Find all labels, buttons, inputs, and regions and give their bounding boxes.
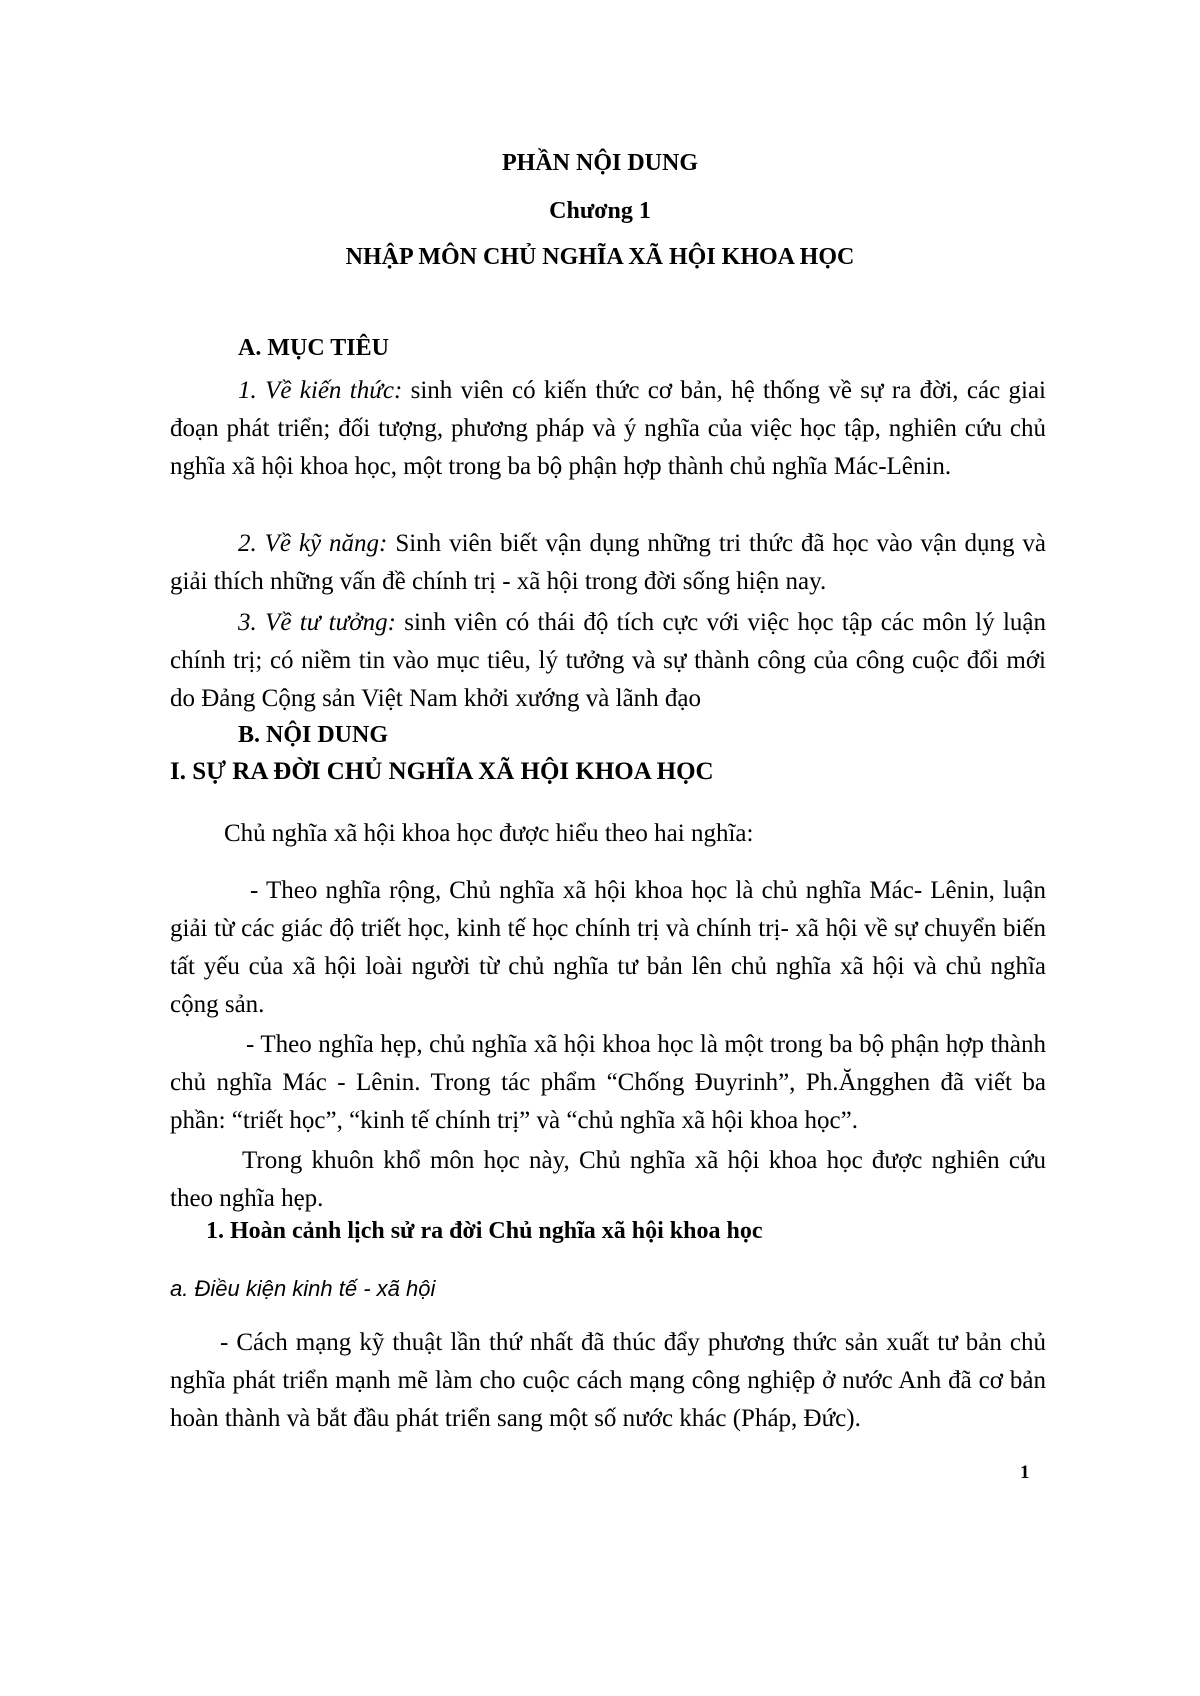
- objective-skills: [170, 525, 1046, 601]
- economic-conditions-paragraph: - Cách mạng kỹ thuật lần thứ nhất đã thúc đẩy phương thức sản xuất tư bản chủ nghĩa phát triển mạnh mẽ làm cho cuộc cách mạng công nghiệp ở nước Anh đã cơ bản hoàn thành và bắt đầu phát triển sang một số nước khác (Pháp, Đức).: [170, 1329, 1046, 1432]
- page-number: 1: [1020, 1462, 1030, 1483]
- narrow-meaning-paragraph: - Theo nghĩa hẹp, chủ nghĩa xã hội khoa học là một trong ba bộ phận hợp thành chủ nghĩa Mác - Lênin. Trong tác phẩm “Chống Đuyrinh”, Ph.Ăngghen đã viết ba phần: “triết học”, “kinh tế chính trị” và “chủ nghĩa xã hội khoa học”.: [170, 1031, 1046, 1134]
- objective-thought-label: 3. Về tư tưởng:: [238, 609, 396, 636]
- part-heading: PHẦN NỘI DUNG: [502, 150, 698, 176]
- objective-thought: [170, 604, 1046, 718]
- chapter-title: NHẬP MÔN CHỦ NGHĨA XÃ HỘI KHOA HỌC: [345, 244, 855, 270]
- subsection-1-title: 1. Hoàn cảnh lịch sử ra đời Chủ nghĩa xã hội khoa học: [206, 1218, 763, 1244]
- scope-paragraph: Trong khuôn khổ môn học này, Chủ nghĩa xã hội khoa học được nghiên cứu theo nghĩa hẹp.: [170, 1147, 1046, 1212]
- objective-skills-text: Sinh viên biết vận dụng những tri thức đã học vào vận dụng và giải thích những vấn đề chính trị - xã hội trong đời sống hiện nay.: [170, 530, 1047, 595]
- objective-skills-label: 2. Về kỹ năng:: [238, 530, 388, 557]
- section-a-title: A. MỤC TIÊU: [238, 335, 389, 361]
- intro-paragraph: Chủ nghĩa xã hội khoa học được hiểu theo hai nghĩa:: [224, 820, 754, 847]
- objective-knowledge-label: 1. Về kiến thức:: [238, 377, 403, 404]
- objective-knowledge: [170, 372, 1046, 486]
- objective-thought-text: sinh viên có thái độ tích cực với việc học tập các môn lý luận chính trị; có niềm tin vào mục tiêu, lý tưởng và sự thành công của công cuộc đổi mới do Đảng Cộng sản Việt Nam khởi xướng và lãnh đạo: [170, 609, 1046, 712]
- section-b-title: B. NỘI DUNG: [238, 722, 389, 748]
- subsection-1a-title: a. Điều kiện kinh tế - xã hội: [170, 1276, 436, 1301]
- part-one-title: I. SỰ RA ĐỜI CHỦ NGHĨA XÃ HỘI KHOA HỌC: [170, 758, 714, 785]
- chapter-heading: Chương 1: [549, 198, 651, 224]
- objective-knowledge-text: sinh viên có kiến thức cơ bản, hệ thống về sự ra đời, các giai đoạn phát triển; đối tượng, phương pháp và ý nghĩa của việc học tập, nghiên cứu chủ nghĩa xã hội khoa học, một trong ba bộ phận hợp thành chủ nghĩa Mác-Lênin.: [170, 377, 1047, 480]
- broad-meaning-paragraph: - Theo nghĩa rộng, Chủ nghĩa xã hội khoa học là chủ nghĩa Mác- Lênin, luận giải từ các giác độ triết học, kinh tế học chính trị và chính trị- xã hội về sự chuyển biến tất yếu của xã hội loài người từ chủ nghĩa tư bản lên chủ nghĩa xã hội và chủ nghĩa cộng sản.: [170, 877, 1046, 1018]
